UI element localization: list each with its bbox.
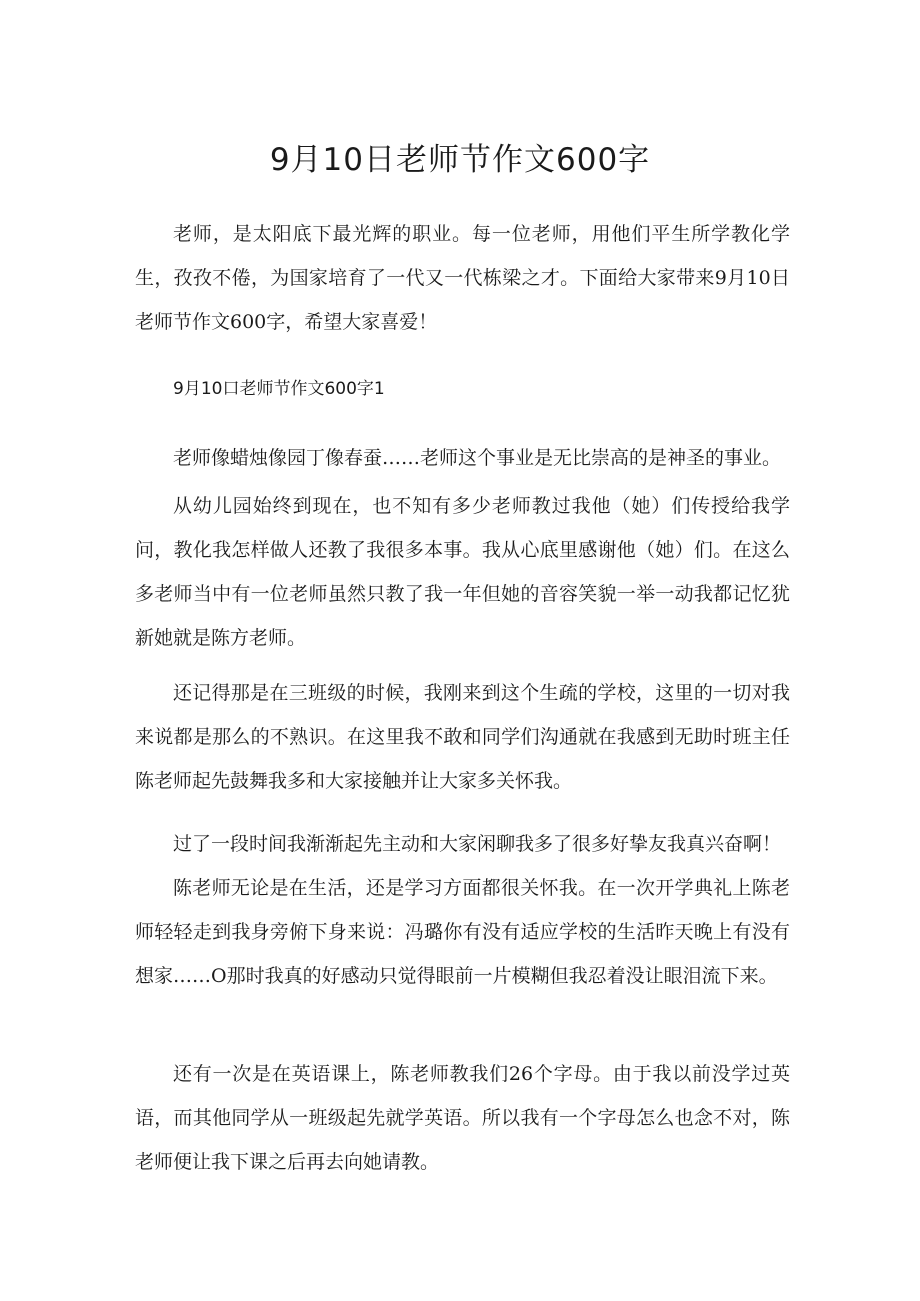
paragraph-1: 老师像蜡烛像园丁像春蚕……老师这个事业是无比崇高的是神圣的事业。	[173, 447, 782, 469]
paragraph-5: 陈老师无论是在生活，还是学习方面都很关怀我。在一次开学典礼上陈老师轻轻走到我身旁俯下身来说：冯璐你有没有适应学校的生活昨天晚上有没有想家……O那时我真的好感动只觉得眼前一片模糊但我忍着没让眼泪流下来。	[135, 877, 790, 987]
section-heading: 9月10口老师节作文600字1	[173, 379, 385, 399]
document-title: 9月10日老师节作文600字	[269, 142, 651, 178]
paragraph-3: 还记得那是在三班级的时候，我刚来到这个生疏的学校，这里的一切对我来说都是那么的不熟识。在这里我不敢和同学们沟通就在我感到无助时班主任陈老师起先鼓舞我多和大家接触并让大家多关怀我。	[135, 682, 790, 792]
paragraph-6: 还有一次是在英语课上，陈老师教我们26个字母。由于我以前没学过英语，而其他同学从一班级起先就学英语。所以我有一个字母怎么也念不对，陈老师便让我下课之后再去向她请教。	[135, 1063, 790, 1173]
paragraph-4: 过了一段时间我渐渐起先主动和大家闲聊我多了很多好挚友我真兴奋啊！	[173, 833, 782, 855]
paragraph-2: 从幼儿园始终到现在，也不知有多少老师教过我他（她）们传授给我学问，教化我怎样做人还教了我很多本事。我从心底里感谢他（她）们。在这么多老师当中有一位老师虽然只教了我一年但她的音容笑貌一举一动我都记忆犹新她就是陈方老师。	[135, 495, 790, 649]
intro-paragraph: 老师，是太阳底下最光辉的职业。每一位老师，用他们平生所学教化学生，孜孜不倦，为国家培育了一代又一代栋梁之才。下面给大家带来9月10日老师节作文600字，希望大家喜爱！	[135, 223, 790, 333]
